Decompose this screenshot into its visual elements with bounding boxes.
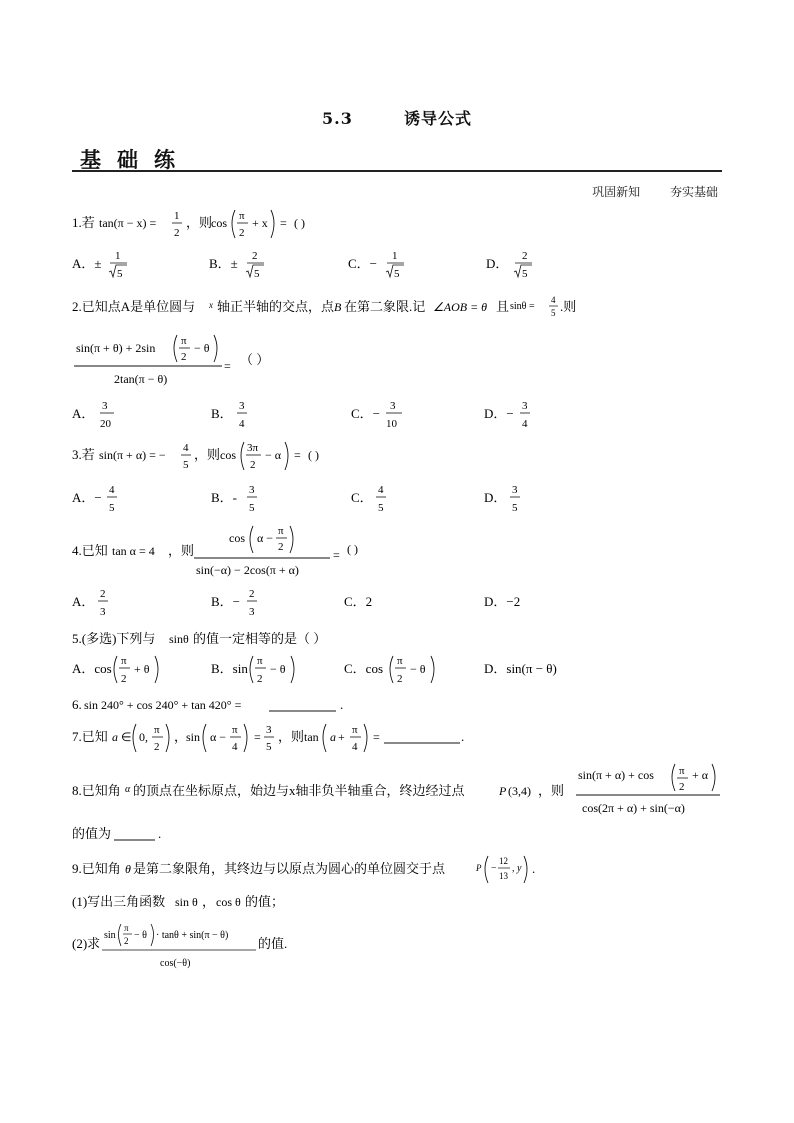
svg-text:tan: tan: [304, 730, 319, 744]
svg-text:4: 4: [232, 741, 238, 753]
svg-text:.: .: [158, 826, 162, 841]
svg-text:2: 2: [250, 459, 256, 471]
svg-text:2: 2: [278, 541, 284, 553]
svg-text:1: 1: [392, 250, 398, 262]
svg-text:− θ: − θ: [410, 662, 426, 676]
q1-option-b: [209, 250, 264, 280]
svg-text:sin(π + θ) + 2sin: sin(π + θ) + 2sin: [76, 341, 156, 355]
q8-stem: [72, 762, 732, 818]
svg-text:2: 2: [174, 227, 180, 239]
svg-text:3π: 3π: [247, 442, 259, 454]
svg-text:的值.: 的值.: [258, 936, 288, 951]
svg-text:=: =: [333, 548, 340, 562]
svg-text:a: a: [330, 730, 336, 744]
q2-stem: [72, 292, 632, 322]
svg-text:.: .: [340, 697, 344, 712]
svg-text:3.若: 3.若: [72, 447, 95, 462]
svg-text:π: π: [352, 724, 358, 736]
svg-text:A．−: A．−: [72, 490, 102, 505]
svg-text:，则: ，则: [278, 729, 305, 744]
svg-text:( ): ( ): [347, 542, 358, 556]
svg-text:3: 3: [512, 484, 518, 496]
svg-text:P: P: [499, 784, 507, 798]
svg-text:2: 2: [397, 673, 403, 685]
svg-text:5.(多选)下列与: 5.(多选)下列与: [72, 631, 156, 646]
svg-text:5: 5: [378, 502, 384, 514]
svg-text:3: 3: [390, 400, 396, 412]
svg-text:cos(−θ): cos(−θ): [160, 958, 191, 969]
svg-text:C．−: C．−: [348, 256, 378, 271]
q1-option-a: [72, 250, 127, 280]
svg-text:2: 2: [252, 250, 258, 262]
svg-text:3: 3: [102, 400, 108, 412]
svg-text:且: 且: [496, 299, 510, 314]
svg-text:(2)求: (2)求: [72, 936, 101, 951]
q2-options: [72, 394, 632, 434]
svg-text:1: 1: [115, 250, 121, 262]
section-subtitle: [566, 183, 718, 200]
svg-text:5: 5: [394, 268, 400, 280]
svg-text:2: 2: [522, 250, 528, 262]
svg-text:的值为: 的值为: [72, 826, 112, 841]
svg-text:2: 2: [154, 741, 160, 753]
svg-text:D．−: D．−: [484, 406, 514, 421]
svg-text:sin(π + α) = −: sin(π + α) = −: [99, 448, 166, 462]
svg-text:5: 5: [266, 741, 272, 753]
svg-text:3: 3: [249, 606, 255, 618]
svg-text:=: =: [224, 359, 231, 373]
svg-text:2.已知点A是单位圆与: 2.已知点A是单位圆与: [72, 299, 196, 314]
svg-text:· tanθ + sin(π − θ): · tanθ + sin(π − θ): [156, 930, 229, 941]
svg-text:( ): ( ): [308, 448, 319, 462]
svg-text:π: π: [181, 335, 187, 347]
svg-text:cos: cos: [211, 216, 227, 230]
svg-text:4: 4: [183, 442, 189, 454]
svg-text:4: 4: [522, 418, 528, 430]
svg-text:=: =: [373, 730, 380, 744]
svg-text:B: B: [334, 300, 342, 314]
svg-text:3: 3: [100, 606, 106, 618]
svg-text:D．−2: D．−2: [484, 594, 521, 609]
svg-text:π: π: [232, 724, 238, 736]
page-title: [0, 106, 794, 129]
question-6: [72, 693, 432, 717]
svg-text:+: +: [338, 730, 345, 744]
svg-text:sin: sin: [104, 930, 116, 941]
svg-text:5: 5: [512, 502, 518, 514]
q4-options: [72, 584, 632, 624]
q8-line2: [72, 822, 272, 846]
svg-text:，: ，: [174, 729, 188, 744]
q9-part2: [72, 920, 472, 976]
svg-text:2: 2: [100, 588, 106, 600]
svg-text:∠AOB = θ: ∠AOB = θ: [433, 300, 488, 314]
svg-text:=: =: [254, 730, 261, 744]
svg-text:3: 3: [522, 400, 528, 412]
svg-text:B．±: B．±: [209, 256, 238, 271]
svg-text:C．2: C．2: [344, 594, 373, 609]
q5-stem: [72, 627, 432, 651]
title-text: 诱导公式: [403, 109, 472, 128]
svg-text:sinθ: sinθ: [169, 632, 189, 646]
svg-text:α: α: [125, 784, 131, 795]
svg-text:tan α = 4: tan α = 4: [112, 544, 155, 558]
svg-text:tan(π − x) =: tan(π − x) =: [99, 216, 157, 230]
svg-text:5: 5: [249, 502, 255, 514]
svg-text:a: a: [112, 730, 118, 744]
svg-text:5: 5: [522, 268, 528, 280]
svg-text:α −: α −: [210, 730, 227, 744]
svg-text:4: 4: [551, 295, 556, 305]
svg-text:C．−: C．−: [351, 406, 381, 421]
svg-text:−: −: [491, 863, 497, 874]
svg-text:8.已知角: 8.已知角: [72, 783, 121, 798]
question-7: [72, 720, 492, 760]
q1-option-d: [486, 250, 532, 280]
svg-text:2: 2: [239, 227, 245, 239]
svg-text:的值；: 的值；: [245, 894, 285, 909]
svg-text:π: π: [679, 765, 685, 777]
svg-text:x: x: [209, 300, 213, 310]
svg-text:，则: ，则: [168, 543, 195, 558]
svg-text:(3,4): (3,4): [508, 784, 531, 798]
svg-text:π: π: [239, 210, 245, 222]
svg-text:的顶点在坐标原点，始边与x轴非负半轴重合，终边经过点: 的顶点在坐标原点，始边与x轴非负半轴重合，终边经过点: [133, 783, 465, 798]
svg-text:sin(π + α) + cos: sin(π + α) + cos: [578, 768, 654, 782]
section-divider: [72, 170, 722, 172]
svg-text:，: ，: [202, 894, 216, 909]
svg-text:2: 2: [249, 588, 255, 600]
svg-text:θ: θ: [125, 862, 131, 876]
svg-text:在第二象限.记: 在第二象限.记: [344, 299, 426, 314]
svg-text:π: π: [257, 655, 263, 667]
svg-text:C．cos: C．cos: [344, 661, 384, 676]
svg-text:∈: ∈: [121, 730, 132, 744]
title-number: 5.3: [321, 109, 353, 128]
svg-text:y: y: [517, 863, 522, 874]
q3-options: [72, 480, 632, 520]
q2-formula: [72, 330, 372, 390]
svg-text:cos(2π + α) + sin(−α): cos(2π + α) + sin(−α): [582, 801, 685, 815]
svg-text:P: P: [476, 863, 482, 873]
svg-text:( ): ( ): [294, 216, 305, 230]
svg-text:D．: D．: [484, 490, 507, 505]
svg-text:.则: .则: [560, 299, 577, 314]
svg-text:(1)写出三角函数: (1)写出三角函数: [72, 894, 166, 909]
svg-text:5: 5: [117, 268, 123, 280]
svg-text:B．−: B．−: [211, 594, 241, 609]
svg-text:0,: 0,: [139, 730, 148, 744]
svg-text:的值一定相等的是（ ）: 的值一定相等的是（ ）: [193, 631, 327, 646]
svg-text:4: 4: [378, 484, 384, 496]
q1-stem: [72, 204, 332, 244]
svg-text:13: 13: [499, 871, 508, 881]
svg-text:π: π: [278, 525, 284, 537]
svg-text:，则: ，则: [194, 447, 221, 462]
svg-text:sin 240° + cos 240° + tan 420°: sin 240° + cos 240° + tan 420° =: [84, 698, 242, 712]
svg-text:+ x: + x: [252, 216, 268, 230]
svg-text:D．: D．: [486, 256, 509, 271]
svg-text:，则: ，则: [186, 215, 213, 230]
svg-text:π: π: [121, 655, 127, 667]
svg-text:5: 5: [551, 308, 556, 318]
svg-text:1.若: 1.若: [72, 215, 95, 230]
svg-text:B．sin: B．sin: [211, 661, 248, 676]
svg-text:π: π: [397, 655, 403, 667]
svg-text:5: 5: [183, 459, 189, 471]
svg-text:sinθ =: sinθ =: [510, 301, 535, 312]
svg-text:2: 2: [679, 781, 685, 793]
q4-stem: [72, 522, 432, 582]
svg-text:是第二象限角，其终边与以原点为圆心的单位圆交于点: 是第二象限角，其终边与以原点为圆心的单位圆交于点: [133, 861, 446, 876]
q1-option-c: [348, 250, 404, 280]
svg-text:π: π: [124, 923, 129, 933]
svg-text:9.已知角: 9.已知角: [72, 861, 121, 876]
svg-text:2: 2: [121, 673, 127, 685]
svg-text:.: .: [532, 861, 536, 876]
svg-text:4.已知: 4.已知: [72, 543, 108, 558]
svg-text:20: 20: [100, 418, 111, 430]
svg-text:轴正半轴的交点，点: 轴正半轴的交点，点: [217, 299, 335, 314]
q5-options: [72, 651, 632, 691]
q3-stem: [72, 438, 432, 478]
section-heading: 基础练: [80, 148, 191, 172]
svg-text:sin(−α) − 2cos(π + α): sin(−α) − 2cos(π + α): [196, 563, 299, 577]
svg-text:7.已知: 7.已知: [72, 729, 108, 744]
svg-text:− θ: − θ: [270, 662, 286, 676]
subtitle-right: 夯实基础: [669, 185, 718, 199]
svg-text:=: =: [280, 216, 287, 230]
svg-text:α −: α −: [257, 531, 274, 545]
q1-options: [72, 244, 632, 284]
svg-text:2tan(π − θ): 2tan(π − θ): [114, 372, 168, 386]
svg-text:4: 4: [352, 741, 358, 753]
svg-text:5: 5: [109, 502, 115, 514]
svg-text:A．: A．: [72, 594, 95, 609]
svg-text:D．sin(π − θ): D．sin(π − θ): [484, 661, 557, 676]
svg-text:A．: A．: [72, 406, 95, 421]
svg-text:.: .: [461, 729, 465, 744]
svg-text:,: ,: [512, 863, 515, 874]
svg-text:C．: C．: [351, 490, 373, 505]
svg-text:− θ: − θ: [194, 341, 210, 355]
svg-text:B．: B．: [211, 406, 233, 421]
svg-text:12: 12: [499, 856, 508, 866]
svg-text:2: 2: [124, 936, 129, 946]
svg-text:10: 10: [386, 418, 397, 430]
svg-text:2: 2: [181, 351, 187, 363]
svg-text:cos θ: cos θ: [216, 895, 241, 909]
svg-text:+ θ: + θ: [134, 662, 150, 676]
q9-stem: [72, 852, 572, 888]
svg-text:π: π: [154, 724, 160, 736]
svg-text:− α: − α: [265, 448, 282, 462]
svg-text:4: 4: [109, 484, 115, 496]
svg-text:cos: cos: [220, 448, 236, 462]
svg-text:+ α: + α: [692, 768, 709, 782]
subtitle-left: 巩固新知: [592, 185, 641, 199]
svg-text:3: 3: [239, 400, 245, 412]
svg-text:cos: cos: [229, 531, 245, 545]
svg-text:（ ）: （ ）: [240, 352, 270, 367]
svg-text:B．-: B．-: [211, 490, 238, 505]
svg-text:− θ: − θ: [134, 930, 147, 941]
svg-text:4: 4: [239, 418, 245, 430]
svg-text:A．±: A．±: [72, 256, 102, 271]
svg-text:3: 3: [249, 484, 255, 496]
svg-text:3: 3: [266, 724, 272, 736]
svg-text:1: 1: [174, 210, 180, 222]
q9-part1: [72, 890, 472, 914]
svg-text:sin: sin: [186, 730, 201, 744]
svg-text:A．cos: A．cos: [72, 661, 112, 676]
svg-text:6.: 6.: [72, 697, 82, 712]
svg-text:2: 2: [257, 673, 263, 685]
svg-text:5: 5: [254, 268, 260, 280]
svg-text:，则: ，则: [538, 783, 565, 798]
svg-text:=: =: [294, 448, 301, 462]
svg-text:sin θ: sin θ: [175, 895, 198, 909]
